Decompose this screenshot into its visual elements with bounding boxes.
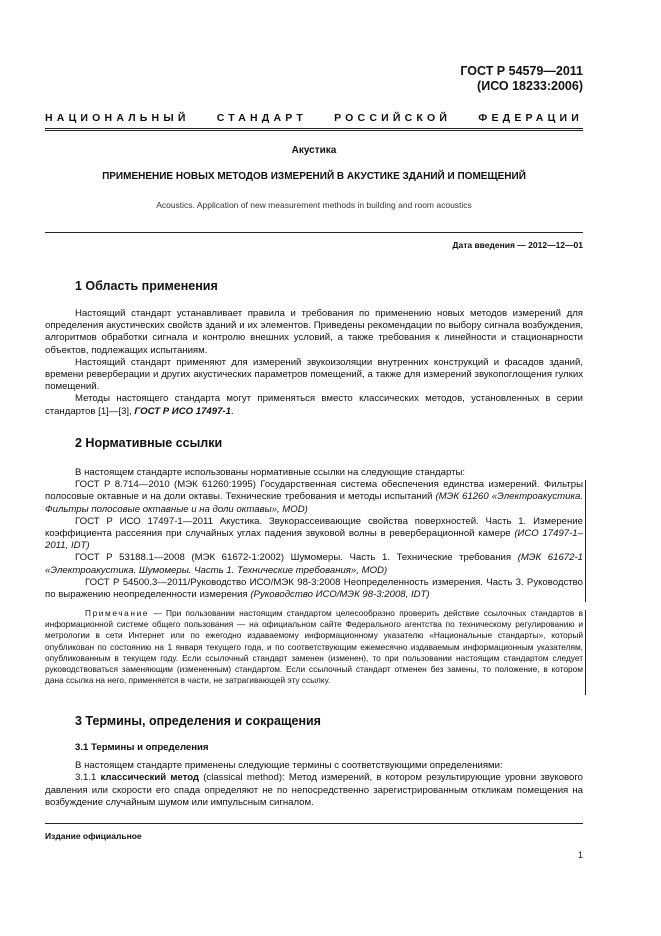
subject-line: Акустика bbox=[291, 145, 337, 156]
banner-word: СТАНДАРТ bbox=[216, 112, 307, 124]
normative-reference bbox=[45, 552, 583, 576]
normative-reference bbox=[45, 516, 583, 553]
national-standard-banner bbox=[45, 112, 583, 124]
change-bar bbox=[585, 610, 586, 695]
reference-origin: (МЭК 61260 «Электроакустика. Фильтры полосовые октавные и на доли октавы», MOD) bbox=[45, 491, 583, 515]
reference-origin: (ИСО 17497-1–2011, IDT) bbox=[45, 528, 583, 552]
reference-text: ГОСТ Р 54500.3—2011/Руководство ИСО/МЭК 98-3:2008 Неопределенность измерения. Часть 3. Руководство по выражению неопределенности измерения bbox=[45, 576, 583, 601]
section-1-heading: 1 Область применения bbox=[75, 279, 218, 293]
reference-standard: ГОСТ Р ИСО 17497-1 bbox=[134, 405, 231, 417]
subsection-heading: 3.1 Термины и определения bbox=[75, 742, 209, 753]
section-heading bbox=[75, 436, 222, 450]
banner-word: ФЕДЕРАЦИИ bbox=[478, 112, 583, 124]
reference-text: ГОСТ Р 53188.1—2008 (МЭК 61672-1:2002) Шумомеры. Часть 1. Технические требования bbox=[75, 552, 518, 564]
reference-text: ГОСТ Р ИСО 17497-1—2011 Акустика. Звукорассеивающие свойства поверхностей. Часть 1. Измерение коэффициента рассеяния при случайных углах падения звуковой волны в реверберационной камере bbox=[45, 515, 583, 540]
term-definition bbox=[45, 772, 583, 809]
title-divider bbox=[45, 232, 583, 233]
section-3-heading: 3 Термины, определения и сокращения bbox=[75, 714, 321, 728]
reference-origin: (Руководство ИСО/МЭК 98-3:2008, IDT) bbox=[250, 589, 430, 601]
note bbox=[45, 608, 583, 686]
introduction-date: Дата введения — 2012—12—01 bbox=[452, 240, 583, 250]
banner-divider bbox=[45, 128, 583, 131]
english-title: Acoustics. Application of new measurement methods in building and room acoustics bbox=[156, 200, 472, 210]
paragraph: Настоящий стандарт устанавливает правила и требования по применению новых методов измерений для определения акустических свойств зданий и их элементов. Приведены рекомендации по выбору сигнала возбуждения, алгоритмов обработки сигнала и контролю внешних условий, а также требования к линейности и стационарности объектов, подлежащих испытаниям. bbox=[45, 308, 583, 356]
document-title: ПРИМЕНЕНИЕ НОВЫХ МЕТОДОВ ИЗМЕРЕНИЙ В АКУСТИКЕ ЗДАНИЙ И ПОМЕЩЕНИЙ bbox=[102, 171, 526, 182]
reference-origin: (МЭК 61672-1 «Электроакустика. Шумомеры. Часть 1. Технические требования», MOD) bbox=[45, 552, 584, 576]
normative-reference bbox=[45, 479, 583, 516]
section-2-heading: 2 Нормативные ссылки bbox=[75, 436, 223, 450]
section-heading bbox=[75, 279, 218, 293]
term-name: классический метод bbox=[100, 772, 200, 784]
footer-divider bbox=[45, 823, 583, 824]
note-block bbox=[45, 608, 583, 686]
paragraph: Настоящий стандарт применяют для измерений звукоизоляции внутренних конструкций и фасадов зданий, времени реверберации и других акустических параметров помещений, а также для измерений звукопоглощения гулких помещений. bbox=[45, 356, 583, 393]
change-bar bbox=[585, 480, 586, 602]
normative-reference bbox=[45, 577, 583, 601]
section-heading bbox=[75, 714, 321, 728]
banner-word: РОССИЙСКОЙ bbox=[334, 112, 452, 124]
paragraph: В настоящем стандарте использованы нормативные ссылки на следующие стандарты: bbox=[75, 467, 466, 478]
banner-word: НАЦИОНАЛЬНЫЙ bbox=[45, 112, 190, 124]
term-number: 3.1.1 bbox=[75, 772, 101, 784]
note-label: Примечание bbox=[85, 608, 150, 618]
paragraph-text: Методы настоящего стандарта могут применяться вместо классических методов, установленных в серии стандартов [1]—[3], bbox=[45, 393, 583, 417]
document-code bbox=[460, 64, 583, 94]
note-text: — При пользовании настоящим стандартом целесообразно проверить действие ссылочных стандартов в информационной системе общего пользования — на официальном сайте Федерального агентства по техническому регулированию и метрологии в сети Интернет или по ежегодно издаваемому информационному указателю «Национальные стандарты», который опубликован по состоянию на 1 января текущего года, и по соответствующим ежемесячно издаваемым информационным указателям, опубликованным в текущем году. Если ссылочный стандарт заменен (изменен), то при пользовании настоящим стандартом следует руководствоваться заменяющим (измененным) стандартом. Если ссылочный стандарт отменен без замены, то положение, в котором дана ссылка на него, применяется в части, не затрагивающей эту ссылку. bbox=[45, 608, 583, 686]
official-edition-label: Издание официальное bbox=[45, 831, 142, 841]
section-2-body bbox=[45, 467, 583, 601]
term-text: (classical method): Метод измерений, в котором результирующие уровни звукового давления или скорости его спада определяют не по непосредственно зарегистрированным откликам помещения на возбуждение случайным шумом или импульсным сигналом. bbox=[45, 772, 583, 808]
section-1-body bbox=[45, 308, 583, 418]
iso-number: (ИСО 18233:2006) bbox=[477, 79, 583, 93]
paragraph: В настоящем стандарте применены следующие термины с соответствующими определениями: bbox=[75, 760, 503, 772]
page-number: 1 bbox=[577, 850, 583, 860]
reference-text: ГОСТ Р 8.714—2010 (МЭК 61260:1995) Государственная система обеспечения единства измерений. Фильтры полосовые октавные и на доли октавы. Технические требования и методы испытаний bbox=[45, 479, 583, 503]
gost-number: ГОСТ Р 54579—2011 bbox=[460, 64, 583, 78]
paragraph bbox=[45, 393, 583, 417]
section-3-body bbox=[45, 742, 583, 809]
paragraph-end: . bbox=[230, 405, 234, 417]
